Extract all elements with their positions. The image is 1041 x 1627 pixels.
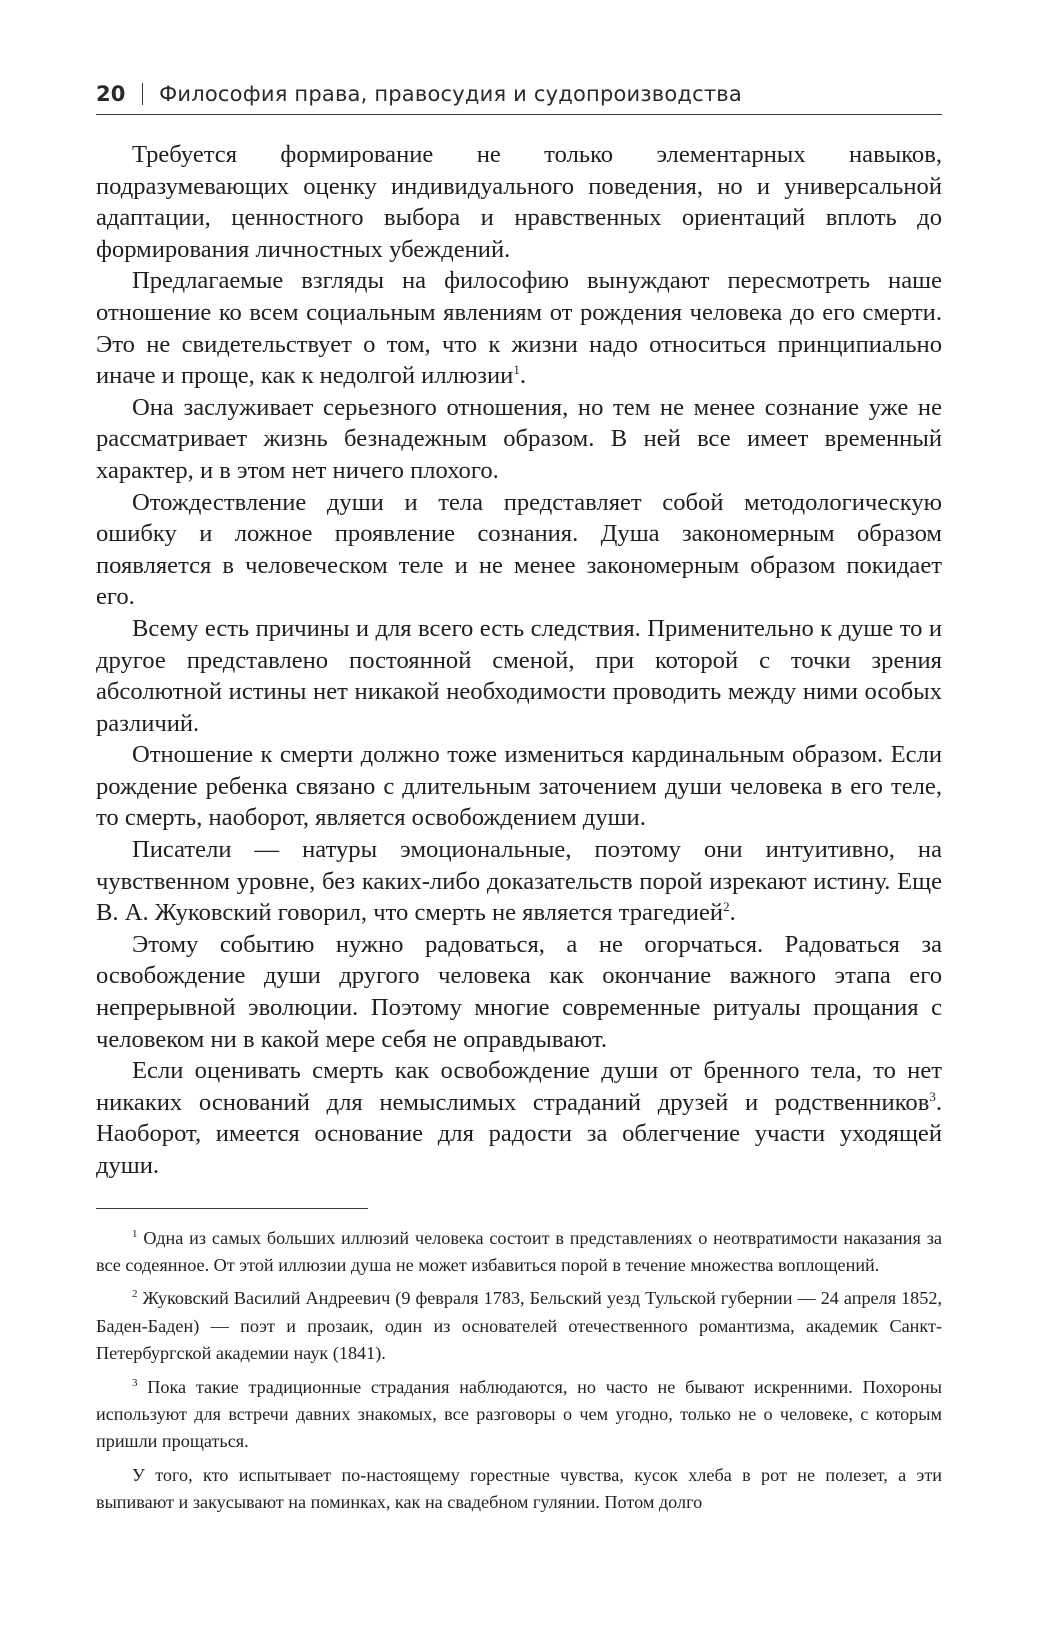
footnote-text: Одна из самых больших иллюзий человека состоит в представлениях о неотвратимости наказания за все содеянное. От этой иллюзии душа не может избавиться порой в течение множества воплощений. [96, 1227, 942, 1275]
footnotes [96, 1225, 942, 1517]
paragraph [96, 1055, 942, 1181]
footnote-text: Жуковский Василий Андреевич (9 февраля 1783, Бельский уезд Тульской губернии — 24 апреля 1852, Баден-Баден) — поэт и прозаик, один из основателей отечественного романтизма, академик Санкт-Петербургской академии наук (1841). [96, 1288, 943, 1364]
running-title: Философия права, правосудия и судопроизводства [159, 82, 742, 106]
paragraph-text: Писатели — натуры эмоциональные, поэтому они интуитивно, на чувственном уровне, без каких-либо доказательств порой изрекают истину. Еще В. А. Жуковский говорил, что смерть не является трагедией [96, 836, 942, 927]
paragraph-tail: . Наоборот, имеется основание для радости за облегчение участи уходящей души. [96, 1088, 942, 1179]
footnote [96, 1374, 942, 1456]
footnote [96, 1285, 942, 1367]
header-separator [142, 83, 144, 105]
paragraph [96, 392, 942, 487]
paragraph [96, 834, 942, 929]
paragraph-text: Всему есть причины и для всего есть следствия. Применительно к душе то и другое представлено постоянной сменой, при которой с точки зрения абсолютной истины нет никакой необходимости проводить между ними особых различий. [96, 614, 942, 737]
footnote [96, 1225, 942, 1280]
footnote-mark: 2 [132, 1288, 138, 1301]
paragraph [96, 739, 942, 834]
paragraph-text: Требуется формирование не только элементарных навыков, подразумевающих оценку индивидуального поведения, но и универсальной адаптации, ценностного выбора и нравственных ориентаций вплоть до формирования личностных убеждений. [96, 141, 942, 263]
paragraph [96, 613, 942, 739]
book-page [96, 82, 942, 1523]
footnote-mark: 3 [132, 1376, 138, 1389]
paragraph [96, 265, 942, 391]
footnote-ref[interactable]: 1 [513, 361, 520, 377]
paragraph-text: Она заслуживает серьезного отношения, но тем не менее сознание уже не рассматривает жизнь безнадежным образом. В ней все имеет временный характер, и в этом нет ничего плохого. [96, 393, 942, 484]
footnote-ref[interactable]: 3 [929, 1088, 936, 1104]
footnote-continuation [96, 1462, 942, 1517]
paragraph-text: Отождествление души и тела представляет собой методологическую ошибку и ложное проявление сознания. Душа закономерным образом появляется в человеческом теле и не менее закономерным образом покидает его. [96, 488, 942, 611]
paragraph-tail: . [729, 899, 736, 927]
footnote-mark: 1 [132, 1227, 138, 1240]
paragraph [96, 487, 942, 613]
footnote-text: Пока такие традиционные страдания наблюдаются, но часто не бывают искренними. Похороны используют для встречи давних знакомых, все разговоры о чем угодно, только не о человеке, с которым пришли прощаться. [96, 1376, 942, 1452]
paragraph-text: Отношение к смерти должно тоже измениться кардинальным образом. Если рождение ребенка связано с длительным заточением души человека в его теле, то смерть, наоборот, является освобождением души. [96, 741, 942, 832]
footnote-text: У того, кто испытывает по-настоящему горестные чувства, кусок хлеба в рот не полезет, а эти выпивают и закусывают на поминках, как на свадебном гулянии. Потом долго [96, 1464, 942, 1513]
footnote-ref[interactable]: 2 [723, 899, 730, 915]
footnote-divider [96, 1208, 368, 1209]
paragraph-text: Предлагаемые взгляды на философию вынуждают пересмотреть наше отношение ко всем социальным явлениям от рождения человека до его смерти. Это не свидетельствует о том, что к жизни надо относиться принципиально иначе и проще, как к недолгой иллюзии [96, 267, 942, 390]
running-header [96, 82, 942, 115]
paragraph [96, 929, 942, 1055]
paragraph-text: Этому событию нужно радоваться, а не огорчаться. Радоваться за освобождение души другого человека как окончание важного этапа его непрерывной эволюции. Поэтому многие современные ритуалы прощания с человеком ни в какой мере себя не оправдывают. [96, 930, 942, 1053]
paragraph-text: Если оценивать смерть как освобождение души от бренного тела, то нет никаких оснований для немыслимых страданий друзей и родственников [96, 1057, 942, 1116]
paragraph [96, 139, 942, 265]
page-number: 20 [96, 82, 126, 106]
paragraph-tail: . [519, 362, 526, 390]
body-text [96, 139, 942, 1182]
